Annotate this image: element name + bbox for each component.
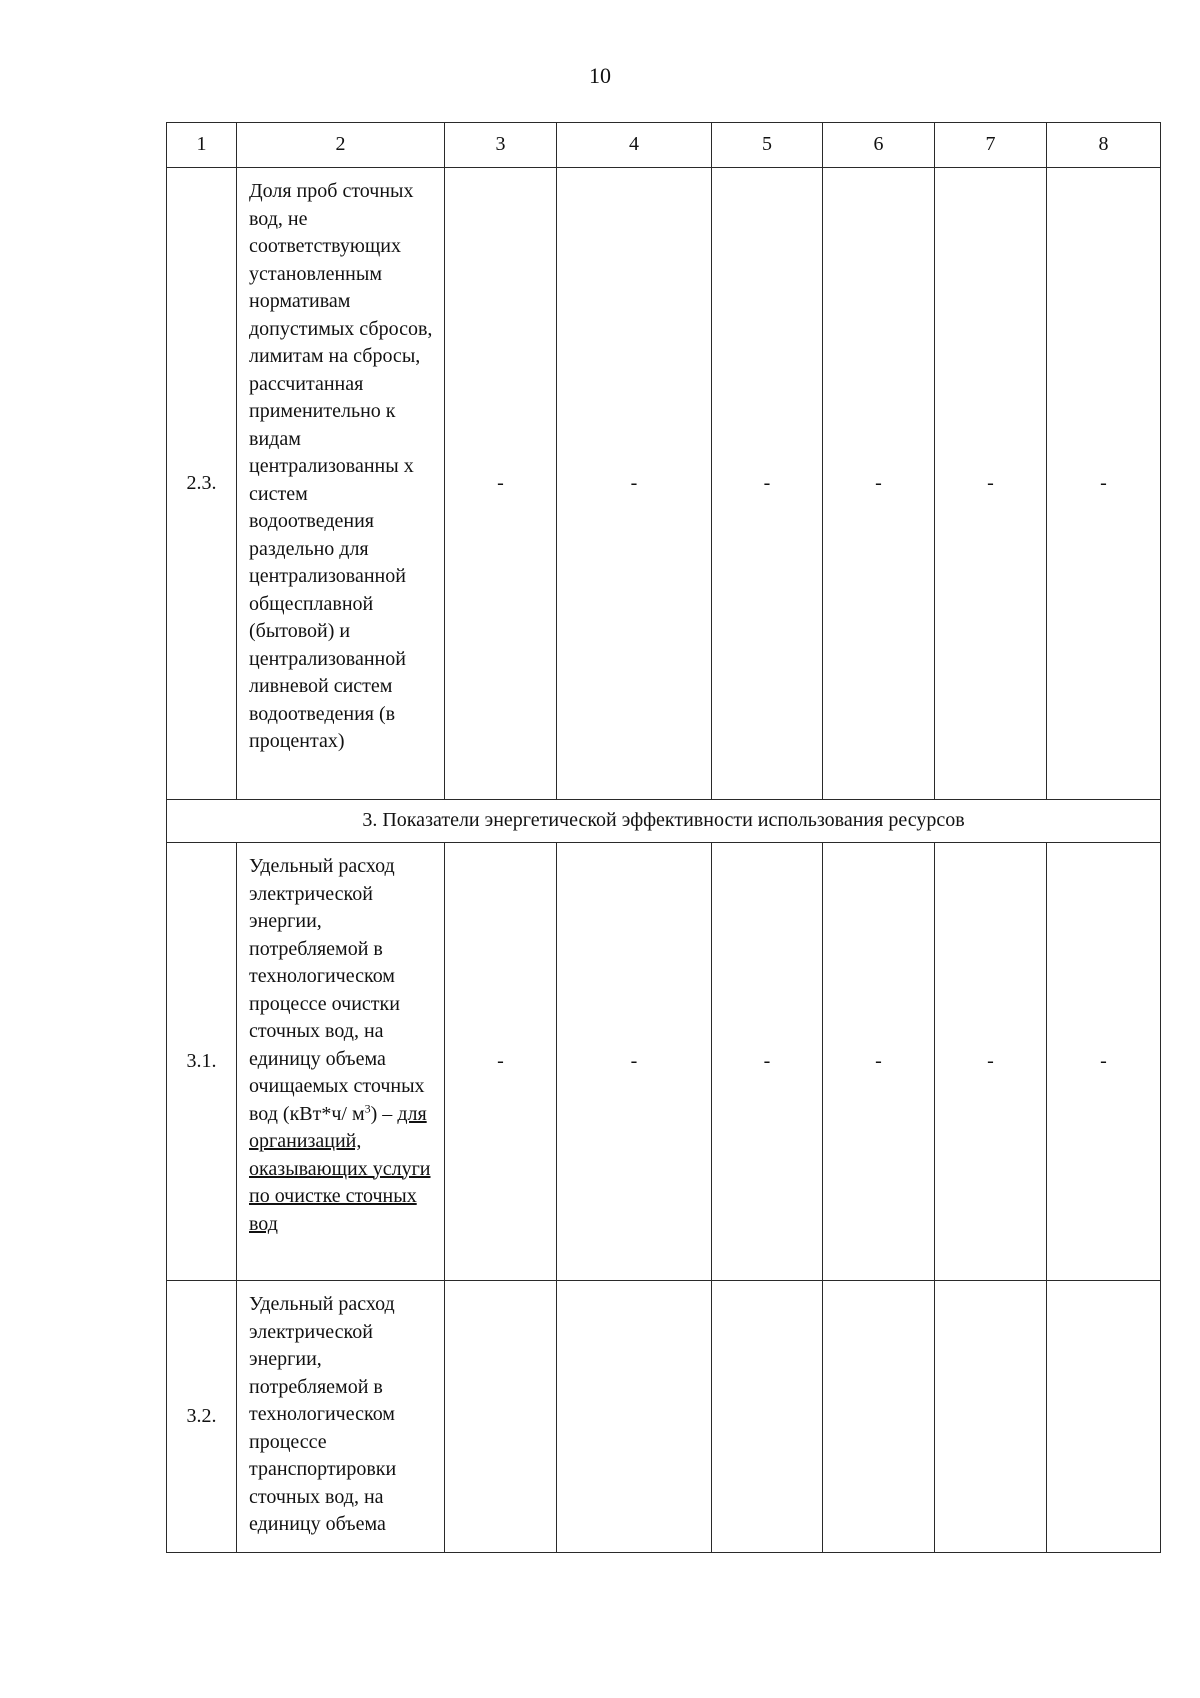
value-cell: - xyxy=(1047,168,1161,800)
value-cell: - xyxy=(557,168,712,800)
row-number: 3.2. xyxy=(167,1281,237,1553)
indicator-description xyxy=(237,843,445,1281)
value-cell xyxy=(445,1281,557,1553)
value-cell xyxy=(935,1281,1047,1553)
value-cell: - xyxy=(935,843,1047,1281)
value-cell: - xyxy=(1047,843,1161,1281)
description-text: Удельный расход электрической энергии, потребляемой в технологическом процессе очистки сточных вод, на единицу объема очищаемых сточных вод (кВт*ч/ м xyxy=(249,855,425,1125)
value-cell: - xyxy=(445,843,557,1281)
column-number: 7 xyxy=(935,123,1047,168)
value-cell: - xyxy=(712,168,823,800)
description-text: ) – xyxy=(370,1102,398,1125)
column-number: 4 xyxy=(557,123,712,168)
indicator-description: Доля проб сточных вод, не соответствующих установленным нормативам допустимых сбросов, лимитам на сбросы, рассчитанная применительно к видам централизованны х систем водоотведения раздельно для централизованной общесплавной (бытовой) и централизованной ливневой систем водоотведения (в процентах) xyxy=(237,168,445,800)
column-number: 3 xyxy=(445,123,557,168)
table-row-2-3 xyxy=(167,168,1161,800)
column-number: 2 xyxy=(237,123,445,168)
section-heading: 3. Показатели энергетической эффективности использования ресурсов xyxy=(167,800,1161,843)
row-number: 3.1. xyxy=(167,843,237,1281)
column-number: 1 xyxy=(167,123,237,168)
indicators-table xyxy=(166,122,1161,1553)
table-row-3-2 xyxy=(167,1281,1161,1553)
value-cell xyxy=(823,1281,935,1553)
row-number: 2.3. xyxy=(167,168,237,800)
table-header-row xyxy=(167,123,1161,168)
column-number: 6 xyxy=(823,123,935,168)
value-cell xyxy=(557,1281,712,1553)
value-cell: - xyxy=(823,843,935,1281)
value-cell: - xyxy=(935,168,1047,800)
column-number: 5 xyxy=(712,123,823,168)
superscript: 3 xyxy=(364,1100,371,1115)
value-cell: - xyxy=(445,168,557,800)
value-cell xyxy=(1047,1281,1161,1553)
page-number: 10 xyxy=(589,63,611,88)
value-cell: - xyxy=(823,168,935,800)
value-cell: - xyxy=(557,843,712,1281)
value-cell xyxy=(712,1281,823,1553)
table-row-3-1 xyxy=(167,843,1161,1281)
section-heading-row xyxy=(167,800,1161,843)
column-number: 8 xyxy=(1047,123,1161,168)
value-cell: - xyxy=(712,843,823,1281)
underlined-clause: для организаций, оказывающих услуги по очистке сточных вод xyxy=(249,1102,431,1235)
indicator-description: Удельный расход электрической энергии, потребляемой в технологическом процессе транспортировки сточных вод, на единицу объема xyxy=(237,1281,445,1553)
